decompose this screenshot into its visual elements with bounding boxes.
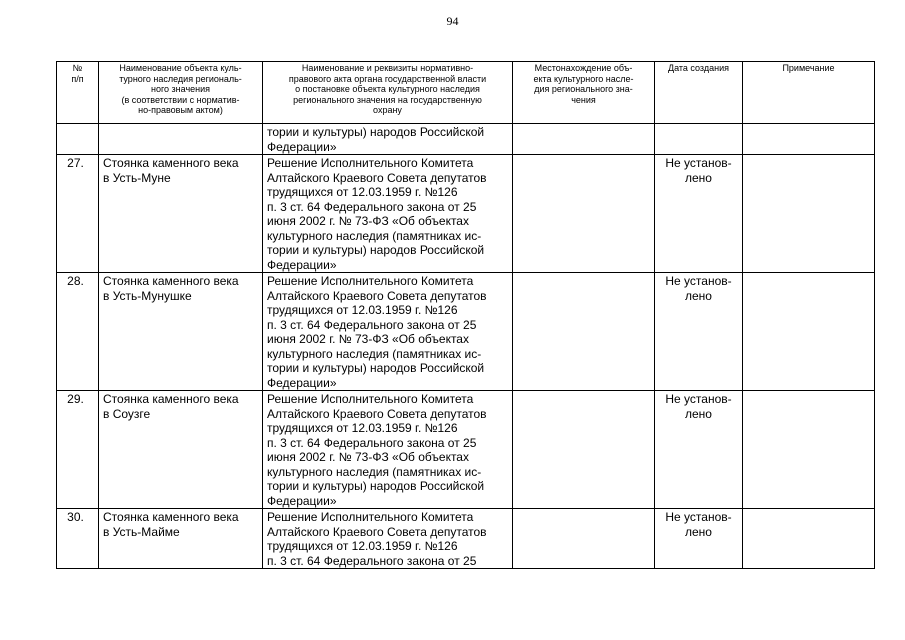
table-row-continuation (57, 124, 875, 155)
cell-legal-act: Решение Исполнительного Комитета Алтайского Краевого Совета депутатов трудящихся от 12.03.1959 г. №126 п. 3 ст. 64 Федерального закона от 25 июня 2002 г. № 73-ФЗ «Об объектах культурного наследия (памятниках ис- тории и культуры) народов Российской Федерации» (263, 273, 513, 391)
cell-creation-date: Не установ- лено (655, 155, 743, 273)
header-note: Примечание (743, 62, 875, 124)
cell-note (743, 155, 875, 273)
cell-object-name: Стоянка каменного века в Усть-Мунушке (99, 273, 263, 391)
header-number: № п/п (57, 62, 99, 124)
table-row (57, 391, 875, 509)
cell-object-name: Стоянка каменного века в Усть-Муне (99, 155, 263, 273)
cell-creation-date: Не установ- лено (655, 273, 743, 391)
table-header-row (57, 62, 875, 124)
header-location: Местонахождение объ- екта культурного насле- дия регионального зна- чения (513, 62, 655, 124)
header-creation-date: Дата создания (655, 62, 743, 124)
cell-location (513, 391, 655, 509)
cell-legal-act: тории и культуры) народов Российской Федерации» (263, 124, 513, 155)
cell-number (57, 124, 99, 155)
cell-legal-act: Решение Исполнительного Комитета Алтайского Краевого Совета депутатов трудящихся от 12.03.1959 г. №126 п. 3 ст. 64 Федерального закона от 25 июня 2002 г. № 73-ФЗ «Об объектах культурного наследия (памятниках ис- тории и культуры) народов Российской Федерации» (263, 391, 513, 509)
heritage-registry-table (56, 61, 875, 569)
cell-note (743, 391, 875, 509)
cell-legal-act: Решение Исполнительного Комитета Алтайского Краевого Совета депутатов трудящихся от 12.03.1959 г. №126 п. 3 ст. 64 Федерального закона от 25 июня 2002 г. № 73-ФЗ «Об объектах культурного наследия (памятниках ис- тории и культуры) народов Российской Федерации» (263, 155, 513, 273)
cell-creation-date: Не установ- лено (655, 391, 743, 509)
cell-location (513, 509, 655, 569)
table-row (57, 273, 875, 391)
table-row (57, 155, 875, 273)
header-legal-act: Наименование и реквизиты нормативно- правового акта органа государственной власти о постановке объекта культурного наследия регионального значения на государственную охрану (263, 62, 513, 124)
cell-location (513, 124, 655, 155)
header-object-name: Наименование объекта куль- турного наследия региональ- ного значения (в соответствии с норматив- но-правовым актом) (99, 62, 263, 124)
cell-object-name: Стоянка каменного века в Соузге (99, 391, 263, 509)
cell-location (513, 273, 655, 391)
cell-location (513, 155, 655, 273)
cell-creation-date: Не установ- лено (655, 509, 743, 569)
page-number: 94 (446, 14, 459, 28)
cell-object-name (99, 124, 263, 155)
cell-note (743, 124, 875, 155)
cell-object-name: Стоянка каменного века в Усть-Майме (99, 509, 263, 569)
cell-number: 30. (57, 509, 99, 569)
cell-number: 27. (57, 155, 99, 273)
cell-note (743, 273, 875, 391)
cell-number: 28. (57, 273, 99, 391)
cell-number: 29. (57, 391, 99, 509)
cell-note (743, 509, 875, 569)
cell-creation-date (655, 124, 743, 155)
table-row (57, 509, 875, 569)
cell-legal-act: Решение Исполнительного Комитета Алтайского Краевого Совета депутатов трудящихся от 12.03.1959 г. №126 п. 3 ст. 64 Федерального закона от 25 (263, 509, 513, 569)
